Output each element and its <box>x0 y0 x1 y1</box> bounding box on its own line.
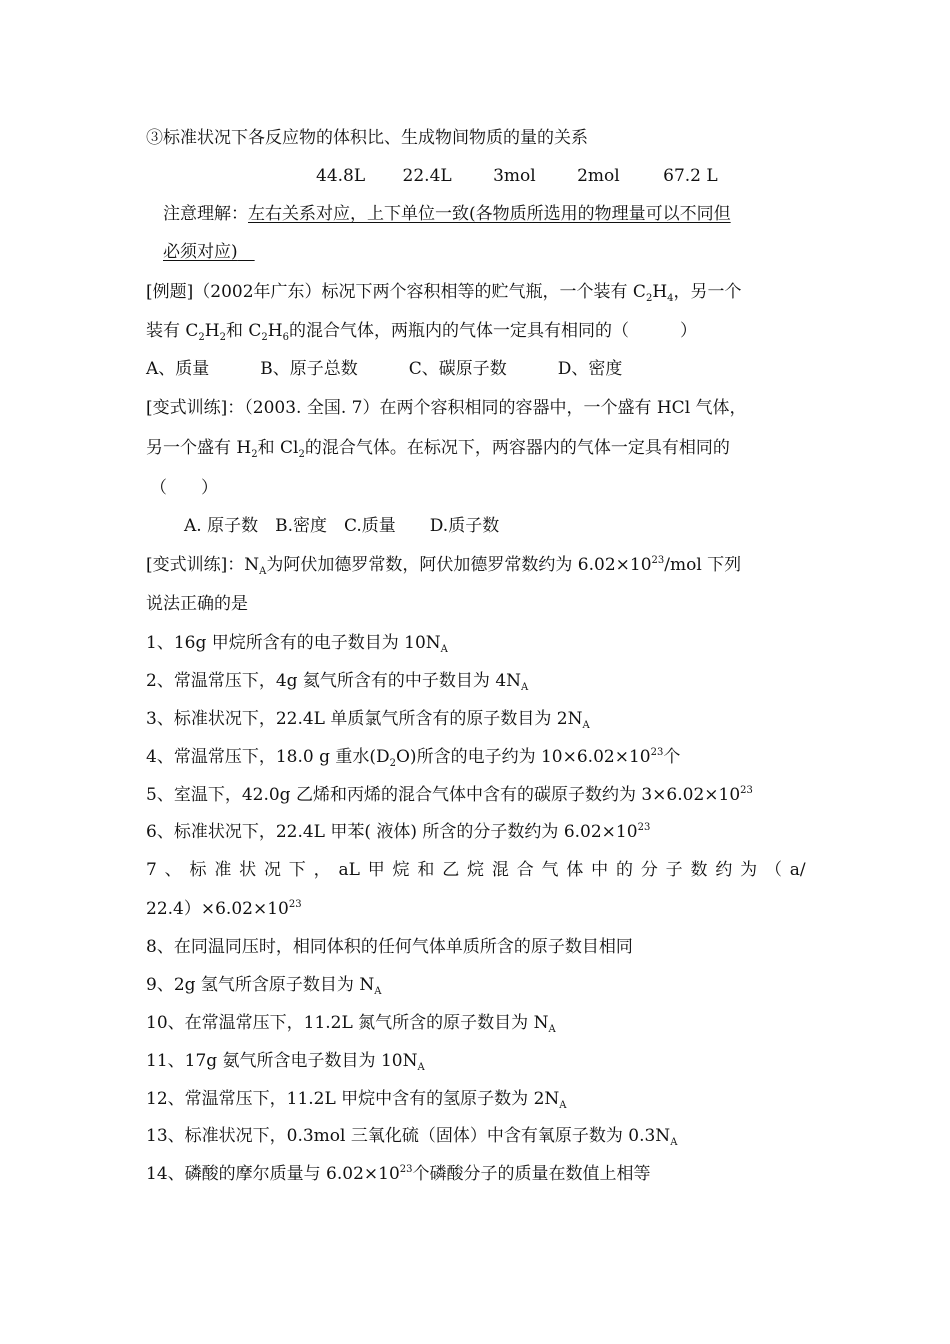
text: 22.4）×6.02×10 <box>146 899 289 919</box>
options-text: A. 原子数 B.密度 C.质量 D.质子数 <box>184 516 500 536</box>
text: 的混合气体。在标况下，两容器内的气体一定具有相同的 <box>304 438 730 458</box>
variant1-line-3 <box>150 476 218 500</box>
item-7-char: 、 <box>164 860 182 880</box>
item-7-char: 气 <box>541 860 559 880</box>
item-7-char: a/ <box>789 860 806 880</box>
text: O)所含的电子约为 10×6.02×10 <box>396 747 651 767</box>
subscript: 4 <box>667 293 674 304</box>
text: 13、标准状况下，0.3mol 三氧化硫（固体）中含有氧原子数为 0.3N <box>146 1126 671 1146</box>
item-7-char: 为 <box>740 860 758 880</box>
text: 装有 C <box>146 321 199 341</box>
subscript: A <box>259 566 267 577</box>
text: 12、常温常压下，11.2L 甲烷中含有的氢原子数为 2N <box>146 1089 560 1109</box>
text: [变式训练]：（2003. 全国. 7）在两个容积相同的容器中，一个盛有 HCl 气体， <box>146 398 747 418</box>
subscript: 2 <box>389 758 396 769</box>
text: 3、标准状况下，22.4L 单质氯气所含有的原子数目为 2N <box>146 709 583 729</box>
item-7-char: 约 <box>715 860 733 880</box>
note-text-2: 必须对应) <box>163 242 238 262</box>
subscript: 2 <box>261 332 268 343</box>
text: （ ） <box>150 478 218 498</box>
text: 6、标准状况下，22.4L 甲苯( 液体) 所含的分子数约为 6.02×10 <box>146 822 638 842</box>
subscript: 2 <box>298 449 305 460</box>
item-8 <box>146 935 633 959</box>
text: 2、常温常压下，4g 氦气所含有的中子数目为 4N <box>146 671 522 691</box>
item-7-char: 况 <box>263 860 281 880</box>
text: 11、17g 氨气所含电子数目为 10N <box>146 1051 418 1071</box>
value-4: 2mol <box>577 166 620 186</box>
item-6 <box>146 820 650 844</box>
item-5 <box>146 783 753 807</box>
text: /mol 下列 <box>664 555 742 575</box>
superscript: 23 <box>650 747 664 758</box>
item-7-char: 分 <box>640 860 658 880</box>
text: [例题]（2002年广东）标况下两个容积相等的贮气瓶，一个装有 C <box>146 282 646 302</box>
subscript: A <box>417 1062 425 1073</box>
subscript: A <box>559 1100 567 1111</box>
item-1 <box>146 631 448 655</box>
example-line-2 <box>146 319 697 343</box>
text: 10、在常温常压下，11.2L 氮气所含的原子数目为 N <box>146 1013 549 1033</box>
subscript: 2 <box>198 332 205 343</box>
item-7-char: 合 <box>516 860 534 880</box>
variant2-line-1 <box>146 553 741 577</box>
note-line-2 <box>163 240 255 264</box>
variant1-line-1 <box>146 396 747 420</box>
item-7-line-1 <box>146 858 806 882</box>
item-7-char: 的 <box>616 860 633 880</box>
item-7-char: 体 <box>566 860 584 880</box>
item-10 <box>146 1011 556 1035</box>
subscript: 6 <box>282 332 289 343</box>
variant1-options <box>184 514 499 538</box>
text: 和 C <box>226 321 262 341</box>
value-5: 67.2 L <box>663 166 718 186</box>
variant1-line-2 <box>146 436 730 460</box>
subscript: A <box>582 720 590 731</box>
text: H <box>204 321 220 341</box>
item-11 <box>146 1049 425 1073</box>
item-14 <box>146 1162 651 1186</box>
item-7-line-2 <box>146 897 302 921</box>
item-7-char: 乙 <box>442 860 460 880</box>
item-2 <box>146 669 528 693</box>
item-7-char: 状 <box>239 860 257 880</box>
item-7-char: 甲 <box>367 860 385 880</box>
example-line-1 <box>146 280 742 304</box>
value-2: 22.4L <box>402 166 452 186</box>
options-text: A、质量 B、原子总数 C、碳原子数 D、密度 <box>146 359 623 379</box>
text: 为阿伏加德罗常数，阿伏加德罗常数约为 6.02×10 <box>266 555 652 575</box>
text: 8、在同温同压时，相同体积的任何气体单质所含的原子数目相同 <box>146 937 633 957</box>
value-3: 3mol <box>493 166 536 186</box>
subscript: 2 <box>219 332 226 343</box>
item-7-char: 7 <box>146 860 157 880</box>
item-7-char: 混 <box>491 860 509 880</box>
item-4 <box>146 745 680 769</box>
variant2-line-2 <box>146 592 248 616</box>
superscript: 23 <box>288 899 302 910</box>
subscript: A <box>521 682 529 693</box>
item-13 <box>146 1124 677 1148</box>
text: H <box>267 321 283 341</box>
item-7-char: ， <box>313 860 331 880</box>
item-7-char: 中 <box>591 860 609 880</box>
example-options <box>146 357 622 381</box>
item-7-char: （ <box>764 860 782 880</box>
item-7-char: 标 <box>189 860 207 880</box>
superscript: 23 <box>399 1164 413 1175</box>
text: 4、常温常压下，18.0 g 重水(D <box>146 747 390 767</box>
volume-values-row <box>316 164 718 188</box>
superscript: 23 <box>651 555 665 566</box>
superscript: 23 <box>637 822 651 833</box>
value-1: 44.8L <box>316 166 366 186</box>
text: 的混合气体，两瓶内的气体一定具有相同的（ ） <box>289 321 697 341</box>
item-7-char: 数 <box>690 860 708 880</box>
subscript: 2 <box>251 449 258 460</box>
text: 5、室温下，42.0g 乙烯和丙烯的混合气体中含有的碳原子数约为 3×6.02×10 <box>146 785 741 805</box>
item-12 <box>146 1087 567 1111</box>
item-7-char: 准 <box>214 860 232 880</box>
subscript: A <box>670 1137 678 1148</box>
text: 个磷酸分子的质量在数值上相等 <box>412 1164 651 1184</box>
item-7-char: aL <box>338 860 360 880</box>
subscript: 2 <box>645 293 653 304</box>
text: [变式训练]：N <box>146 555 260 575</box>
item-9 <box>146 973 381 997</box>
superscript: 23 <box>740 785 753 796</box>
note-text-1: 左右关系对应，上下单位一致(各物质所选用的物理量可以不同但 <box>248 204 731 224</box>
item-3 <box>146 707 590 731</box>
subscript: A <box>548 1024 556 1035</box>
item-7-char: 子 <box>665 860 683 880</box>
subscript: A <box>440 644 448 655</box>
item-7-char: 下 <box>288 860 306 880</box>
note-label: 注意理解： <box>163 204 248 224</box>
item-7-char: 烷 <box>467 860 485 880</box>
text: 另一个盛有 H <box>146 438 252 458</box>
item-7-char: 和 <box>417 860 435 880</box>
text: 9、2g 氢气所含原子数目为 N <box>146 975 375 995</box>
item-7-char: 烷 <box>392 860 410 880</box>
text: H <box>652 282 668 302</box>
text: 说法正确的是 <box>146 594 248 614</box>
text: ，另一个 <box>673 282 742 302</box>
note-line-1 <box>163 202 731 226</box>
subscript: A <box>374 986 382 997</box>
text: 14、磷酸的摩尔质量与 6.02×10 <box>146 1164 400 1184</box>
section-heading <box>146 126 588 150</box>
section-heading-text: ③标准状况下各反应物的体积比、生成物间物质的量的关系 <box>146 128 588 148</box>
text: 1、16g 甲烷所含有的电子数目为 10N <box>146 633 441 653</box>
text: 个 <box>663 747 681 767</box>
text: 和 Cl <box>257 438 299 458</box>
